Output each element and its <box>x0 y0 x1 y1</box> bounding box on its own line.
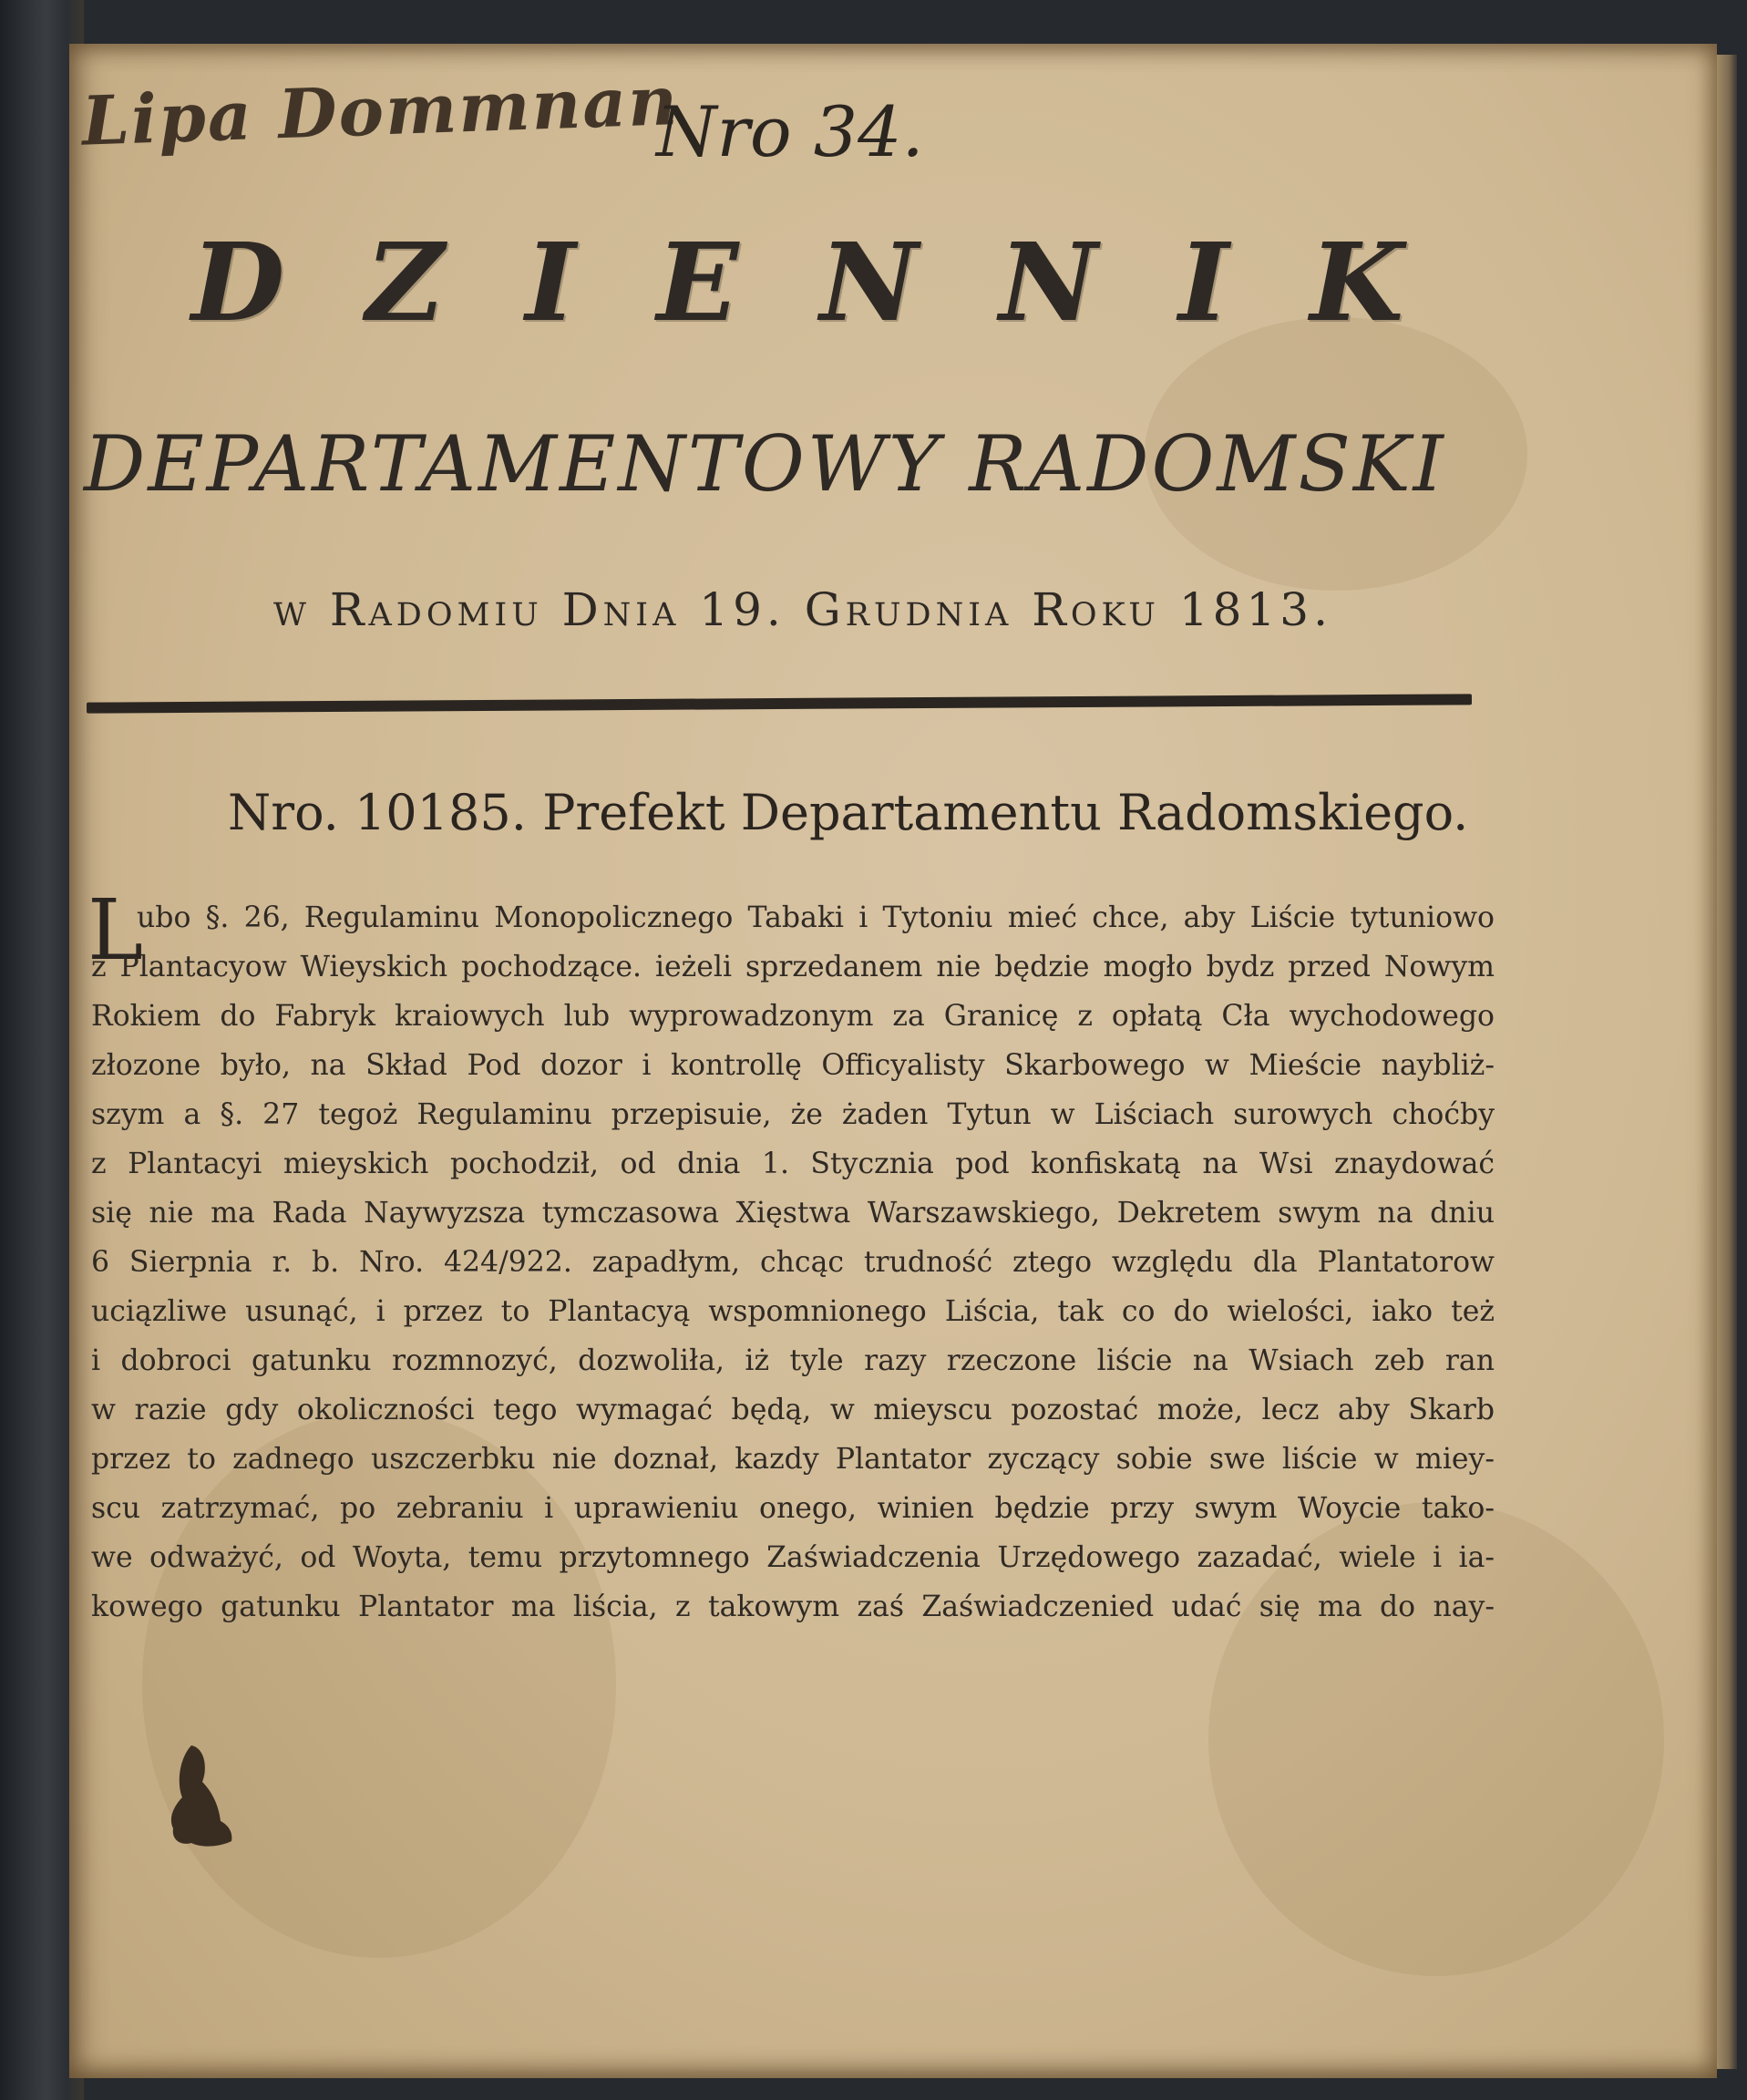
text-line: 6 Sierpnia r. b. Nro. 424/922. zapadłym, chcąc trudność ztego względu dla Plantatorow <box>91 1246 1495 1279</box>
issue-number: Nro 34. <box>656 91 924 172</box>
masthead-title <box>191 219 1403 346</box>
masthead-letter: I <box>525 219 576 345</box>
masthead-letter: Z <box>365 219 445 345</box>
masthead-letter: N <box>819 219 919 345</box>
masthead-subtitle: DEPARTAMENTOWY RADOMSKI <box>84 419 1446 509</box>
section-heading: Nro. 10185. Prefekt Departamentu Radomskiego. <box>228 784 1469 841</box>
page-edge <box>1717 55 1737 2069</box>
text-line: kowego gatunku Plantator ma liścia, z takowym zaś Zaświadczenied udać się ma do nay- <box>91 1590 1495 1623</box>
masthead-letter: N <box>999 219 1098 345</box>
text-line: w razie gdy okoliczności tego wymagać będą, w mieyscu pozostać może, lecz aby Skarb <box>91 1394 1495 1426</box>
text-line: z Plantacyow Wieyskich pochodzące. ieżeli sprzedanem nie będzie mogło bydz przed Nowym <box>91 951 1495 983</box>
dateline: w Radomiu Dnia 19. Grudnia Roku 1813. <box>273 583 1332 636</box>
drop-initial: L <box>87 881 144 979</box>
masthead-letter: E <box>656 219 739 345</box>
text-line: scu zatrzymać, po zebraniu i uprawieniu onego, winien będzie przy swym Woycie tako- <box>91 1492 1495 1525</box>
handwritten-annotation: Lipa Dommnan <box>80 61 681 161</box>
text-line: się nie ma Rada Naywyzsza tymczasowa Xięstwa Warszawskiego, Dekretem swym na dniu <box>91 1197 1495 1230</box>
text-line: we odważyć, od Woyta, temu przytomnego Zaświadczenia Urzędowego zazadać, wiele i ia- <box>91 1541 1495 1574</box>
masthead-letter: K <box>1310 219 1403 345</box>
ink-blot-mark <box>155 1741 237 1850</box>
masthead-letter: I <box>1178 219 1229 345</box>
text-line: Rokiem do Fabryk kraiowych lub wyprowadzonym za Granicę z opłatą Cła wychodowego <box>91 1000 1495 1033</box>
article-body <box>91 893 1495 1632</box>
text-line: uciązliwe usunąć, i przez to Plantacyą wspomnionego Liścia, tak co do wielości, iako też <box>91 1295 1495 1328</box>
text-line: ubo §. 26, Regulaminu Monopolicznego Tabaki i Tytoniu mieć chce, aby Liście tytuniowo <box>137 901 1495 934</box>
text-line: szym a §. 27 tegoż Regulaminu przepisuie, że żaden Tytun w Liściach surowych choćby <box>91 1098 1495 1131</box>
masthead-letter: D <box>191 219 285 345</box>
text-line: przez to zadnego uszczerbku nie doznał, kazdy Plantator zyczący sobie swe liście w miey- <box>91 1443 1495 1476</box>
text-line: i dobroci gatunku rozmnozyć, dozwoliła, iż tyle razy rzeczone liście na Wsiach zeb ran <box>91 1344 1495 1377</box>
text-line: z Plantacyi mieyskich pochodził, od dnia 1. Stycznia pod konfiskatą na Wsi znaydować <box>91 1148 1495 1180</box>
text-line: złozone było, na Skład Pod dozor i kontrollę Officyalisty Skarbowego w Mieście naybliż- <box>91 1049 1495 1082</box>
